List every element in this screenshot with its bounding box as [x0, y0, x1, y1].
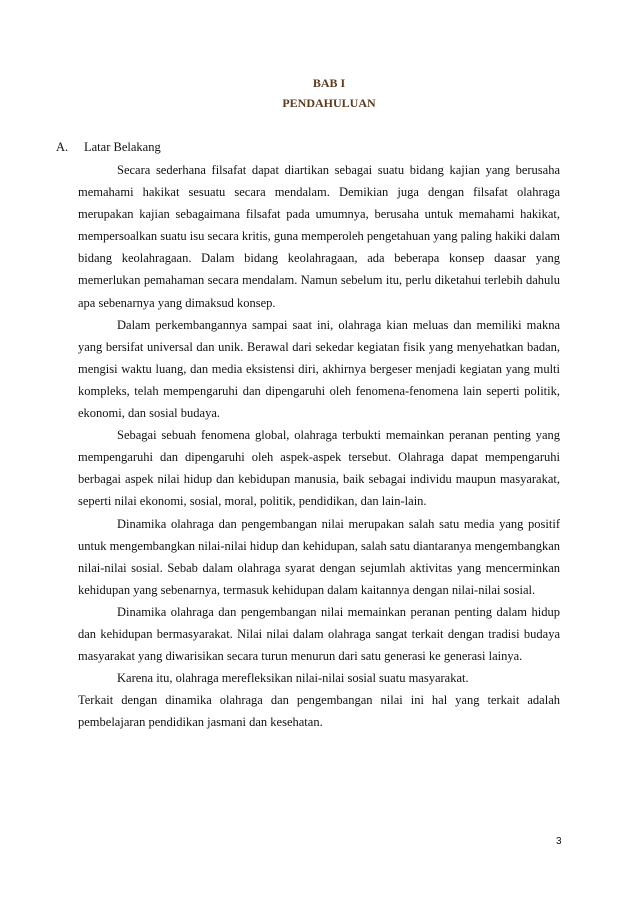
paragraph-4: Dinamika olahraga dan pengembangan nilai merupakan salah satu media yang positif untuk mengembangkan nilai-nilai hidup dan kehidupan, salah satu diantaranya mengembangkan nilai-nilai sosial. Sebab dalam olahraga syarat dengan sejumlah aktivitas yang mencerminkan kehidupan yang sebenarnya, termasuk kehidupan dalam kaitannya dengan nilai-nilai sosial. [78, 516, 560, 597]
section-title: Latar Belakang [84, 140, 161, 154]
paragraph-closing: Terkait dengan dinamika olahraga dan pengembangan nilai ini hal yang terkait adalah pembelajaran pendidikan jasmani dan kesehatan. [78, 693, 560, 730]
paragraph-6: Karena itu, olahraga merefleksikan nilai-nilai sosial suatu masyarakat. [117, 671, 469, 686]
section-number: A. [56, 140, 69, 154]
paragraph-1: Secara sederhana filsafat dapat diartikan sebagai suatu bidang kajian yang berusaha memahami hakikat sesuatu secara mendalam. Demikian juga dengan filsafat olahraga merupakan kajian sebagaimana filsafat pada umumnya, berusaha untuk memahami hakikat, mempersoalkan suatu isu secara kritis, guna memperoleh pengetahuan yang paling hakiki dalam bidang keolahragaan. Dalam bidang keolahragaan, ada beberapa konsep daasar yang memerlukan pemahaman secara mendalam. Namun sebelum itu, perlu diketahui terlebih dahulu apa sebenarnya yang dimaksud konsep. [78, 163, 560, 310]
paragraph-2: Dalam perkembangannya sampai saat ini, olahraga kian meluas dan memiliki makna yang bersifat universal dan unik. Berawal dari sekedar kegiatan fisik yang menyehatkan badan, mengisi waktu luang, dan media eksistensi diri, akhirnya bergeser menjadi kegiatan yang multi kompleks, telah mempengaruhi dan dipengaruhi oleh fenomena-fenomena lain seperti politik, ekonomi, dan sosial budaya. [78, 317, 560, 421]
body-text [78, 159, 560, 733]
paragraph-5: Dinamika olahraga dan pengembangan nilai memainkan peranan penting dalam hidup dan kehidupan bermasyarakat. Nilai nilai dalam olahraga sangat terkait dengan tradisi budaya masyarakat yang diwarisikan secara turun menurun dari satu generasi ke generasi lainya. [78, 604, 560, 664]
page-number: 3 [556, 836, 562, 847]
paragraph-3: Sebagai sebuah fenomena global, olahraga terbukti memainkan peranan penting yang mempengaruhi dan dipengaruhi oleh aspek-aspek tersebut. Olahraga dapat mempengaruhi berbagai aspek nilai hidup dan kebidupan manusia, baik sebagai individu maupun masyarakat, seperti nilai ekonomi, sosial, moral, politik, pendidikan, dan lain-lain. [78, 428, 560, 509]
chapter-label: BAB I [312, 76, 346, 90]
chapter-title: PENDAHULUAN [282, 96, 376, 110]
